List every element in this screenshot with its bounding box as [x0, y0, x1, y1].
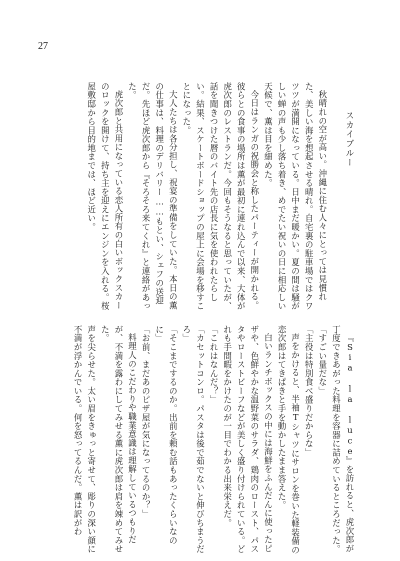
paragraph: 声をかけると、半袖Tシャツにサロンを巻いた軽装備の恋次郎はてきぱきと手を動かしたまま答えた。: [277, 325, 301, 555]
paragraph: 大人たちは各分担し、祝宴の準備をしていた。本日の薫の仕事は、料理のデリバリー……もとい、シェフの送迎だ。先ほど虎次郎から『そろそろ来てくれ』と連絡があった。: [127, 82, 179, 311]
paragraph: 秋晴れの空が高い。沖縄に住む人々にとっては見慣れた、美しい海を想起させる晴れ。自宅裏の駐車場ではクワツツが満開になっている。日中まだ暖かい。夏の間は騒がしい蝉の声も少し落ち着き、めでたい祝いの日に相応しい天候で、薫は目を細めた。: [263, 82, 328, 311]
paragraph: 『Sia la luce』を訪れると、虎次郎が丁度できあがった料理を容器に詰めているところだった。: [331, 325, 355, 554]
dialogue-line: 「主役は特別食べ盛りだからな」: [304, 325, 315, 457]
paragraph: 虎次郎と共用になっている恋人所有の白いボックスカーのロックを開けて、持ち主を迎えにエンジンを入れる。桜屋敷邸から目的地までは、ほど近い。: [86, 82, 124, 311]
paragraph: 声を尖らせた。太い眉をきゅっと寄せて、彫りの深い顔に不満が浮かんでいる。何を怒ってるんだ。薫は訳がわ: [73, 325, 97, 554]
dialogue-line: 「これはなんだ？」: [209, 325, 220, 405]
paragraph: 今日はランガの祝勝会と称したパーティーが開かれる。彼らとの食事の場所は薫が最初に連れ込んで以来、大体が虎次郎のレストランだ。今回もそうなると思っていたが、話を聞きつけた暦のバイト先の店長に気を使われたらしい。結果、スケートボードショップの屋上に会場を移すことになった。: [181, 82, 260, 311]
dialogue-line: 「そこまでするのか。出前を頼む話もあったくらいなのに」: [154, 325, 179, 545]
blank-line: [329, 82, 343, 314]
dialogue-line: 「カセットコンロ。パスタは後で茹でないと伸びちまうだろ」: [181, 325, 206, 554]
dialogue-line: 「すごい量だな」: [317, 325, 328, 396]
paragraph: 料理人のこだわりや職業意識は理解しているつもりだが、不満を露わにしてみせる薫に虎次郎は肩を竦めてみせた。: [100, 325, 138, 554]
lower-text-column: [56, 325, 356, 557]
paragraph: 白いランチボックスの中には海鮮をふんだんに使ったピザや、色鮮やかな温野菜のサラダ、鶏肉のロースト、パスタやローストビーフなどが美しく盛り付けられている。どれも手間暇をかけたのが一目でわかる出来栄えだ。: [222, 325, 274, 554]
dialogue-line: 「お前、まだあのピザ屋が気になってるのか？」: [141, 325, 152, 519]
upper-text-column: [56, 82, 356, 314]
page-number: 27: [38, 41, 48, 52]
chapter-title: スカイブルー: [345, 111, 355, 168]
